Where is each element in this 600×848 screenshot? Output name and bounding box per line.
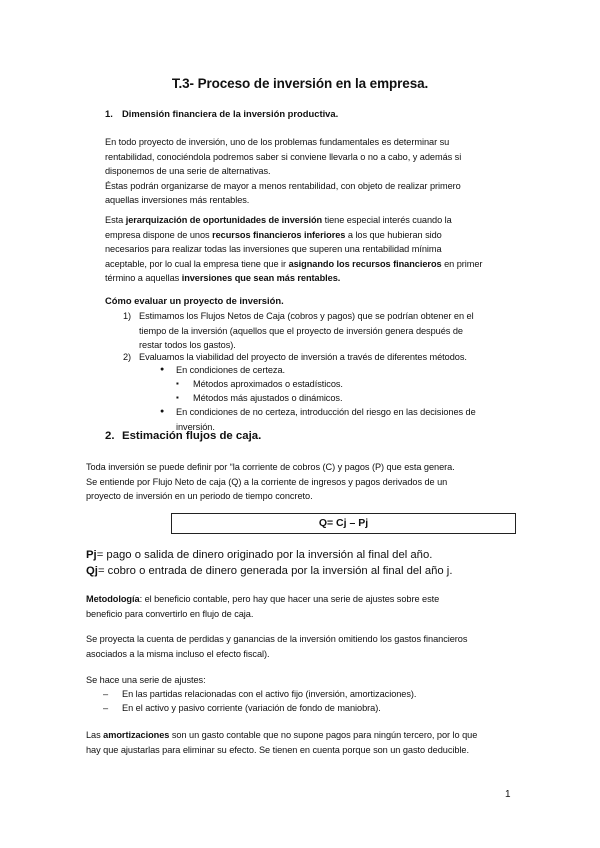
- text-line: inversión.: [176, 421, 215, 432]
- text-line: hay que ajustarlas para eliminar su efecto. Se tienen en cuenta porque son un gasto deducible.: [86, 744, 469, 755]
- section-1-number: 1.: [105, 108, 113, 119]
- text-line: disponemos de una serie de alternativas.: [105, 166, 271, 177]
- text-line: beneficio para convertirlo en flujo de caja.: [86, 608, 254, 619]
- text-run: Esta: [105, 215, 126, 225]
- list-text: [139, 309, 527, 353]
- section-1-heading: [105, 108, 338, 119]
- list-number: 1): [123, 311, 132, 321]
- text-run: a los que hubieran sido: [345, 229, 442, 240]
- text-line: restar todos los gastos).: [139, 340, 236, 351]
- text-line: En condiciones de no certeza, introducción del riesgo en las decisiones de: [176, 407, 476, 417]
- text-line: tiempo de la inversión (aquellos que el proyecto de inversión genera después de: [139, 325, 463, 336]
- text-line: [86, 592, 526, 607]
- bullet-icon: ●: [160, 366, 165, 373]
- formula-box: Q= Cj – Pj: [171, 513, 516, 534]
- text-run: aceptable, por lo cual la empresa tiene que ir: [105, 258, 289, 269]
- bullet-certainty: En condiciones de certeza.: [176, 365, 286, 375]
- section-2-number: 2.: [105, 430, 115, 442]
- bold-run: asignando los recursos financieros: [288, 258, 442, 269]
- subheading-evaluate: Cómo evaluar un proyecto de inversión.: [105, 295, 284, 306]
- bold-run: Pj: [86, 549, 97, 561]
- text-run: en primer: [441, 258, 483, 269]
- text-run: empresa dispone de unos: [105, 229, 213, 240]
- text-run: : el beneficio contable, pero hay que hacer una serie de ajustes sobre este: [139, 594, 440, 604]
- bold-run: recursos financieros inferiores: [212, 229, 346, 240]
- text-line: Toda inversión se puede definir por “la corriente de cobros (C) y pagos (P) que esta genera.: [86, 462, 455, 472]
- bold-run: jerarquización de oportunidades de inversión: [125, 215, 323, 225]
- text-line: [86, 728, 526, 743]
- bold-run: amortizaciones: [103, 730, 170, 740]
- section-1-title: Dimensión financiera de la inversión productiva.: [122, 108, 339, 119]
- list-item-step-1: [123, 309, 523, 353]
- paragraph-jerarquizacion: [105, 213, 525, 286]
- dash-icon: –: [103, 689, 109, 699]
- sub-bullet-dynamic: Métodos más ajustados o dinámicos.: [193, 393, 343, 403]
- bold-run: inversiones que sean más rentables.: [181, 273, 341, 284]
- text-line: Se entiende por Flujo Neto de caja (Q) a la corriente de ingresos y pagos derivados de un: [86, 476, 448, 487]
- definition-pj: [86, 547, 432, 563]
- sub-bullet-approx: Métodos aproximados o estadísticos.: [193, 379, 343, 389]
- text-line: asociados a la misma incluso el efecto fiscal).: [86, 648, 270, 659]
- text-line: [105, 213, 525, 228]
- text-line: Estimamos los Flujos Netos de Caja (cobros y pagos) que se podrían obtener en el: [139, 311, 474, 321]
- paragraph-methodology: [86, 592, 526, 621]
- text-run: = pago o salida de dinero originado por la inversión al final del año.: [96, 549, 433, 561]
- section-2-heading: [105, 430, 261, 442]
- text-line: En todo proyecto de inversión, uno de los problemas fundamentales es determinar su: [105, 137, 450, 147]
- text-line: aquellas inversiones más rentables.: [105, 195, 250, 206]
- adjustment-item: En las partidas relacionadas con el activo fijo (inversión, amortizaciones).: [122, 689, 417, 699]
- text-line: rentabilidad, conociéndola podremos saber si conviene llevarla o no a cabo, y además si: [105, 151, 462, 162]
- list-number: 2): [123, 352, 132, 362]
- text-run: = cobro o entrada de dinero generada por la inversión al final del año j.: [97, 565, 453, 577]
- bold-run: Metodología: [86, 594, 140, 604]
- paragraph-amortizaciones: [86, 728, 526, 757]
- text-line: Éstas podrán organizarse de mayor a menos rentabilidad, con objeto de realizar primero: [105, 180, 461, 191]
- text-run: tiene especial interés cuando la: [322, 215, 452, 225]
- sub-bullet-icon: ▪: [176, 379, 179, 388]
- text-line: Evaluamos la viabilidad del proyecto de inversión a través de diferentes métodos.: [139, 352, 467, 362]
- text-line: [105, 271, 525, 286]
- bold-run: Qj: [86, 565, 98, 577]
- adjustment-item: En el activo y pasivo corriente (variación de fondo de maniobra).: [122, 703, 381, 713]
- bullet-icon: ●: [160, 408, 165, 415]
- dash-icon: –: [103, 703, 109, 713]
- text-line: [105, 257, 525, 272]
- definition-qj: [86, 563, 452, 579]
- text-run: término a aquellas: [105, 273, 182, 284]
- text-run: Las: [86, 730, 104, 740]
- page-number: 1: [505, 789, 511, 800]
- text-line: necesarios para realizar todas las inversiones que superen una rentabilidad mínima: [105, 244, 442, 255]
- sub-bullet-icon: ▪: [176, 393, 179, 402]
- page-title: T.3- Proceso de inversión en la empresa.: [171, 76, 429, 91]
- paragraph-rentabilidad: [105, 135, 525, 208]
- section-2-title: Estimación flujos de caja.: [122, 430, 262, 442]
- adjustments-intro: Se hace una serie de ajustes:: [86, 675, 206, 685]
- paragraph-definition: [86, 460, 526, 504]
- text-line: [105, 228, 525, 243]
- text-line: Se proyecta la cuenta de perdidas y ganancias de la inversión omitiendo los gastos financieros: [86, 634, 468, 644]
- text-run: son un gasto contable que no supone pagos para ningún tercero, por lo que: [169, 730, 478, 740]
- paragraph-projection: [86, 632, 526, 661]
- text-line: proyecto de inversión en un periodo de tiempo concreto.: [86, 491, 313, 502]
